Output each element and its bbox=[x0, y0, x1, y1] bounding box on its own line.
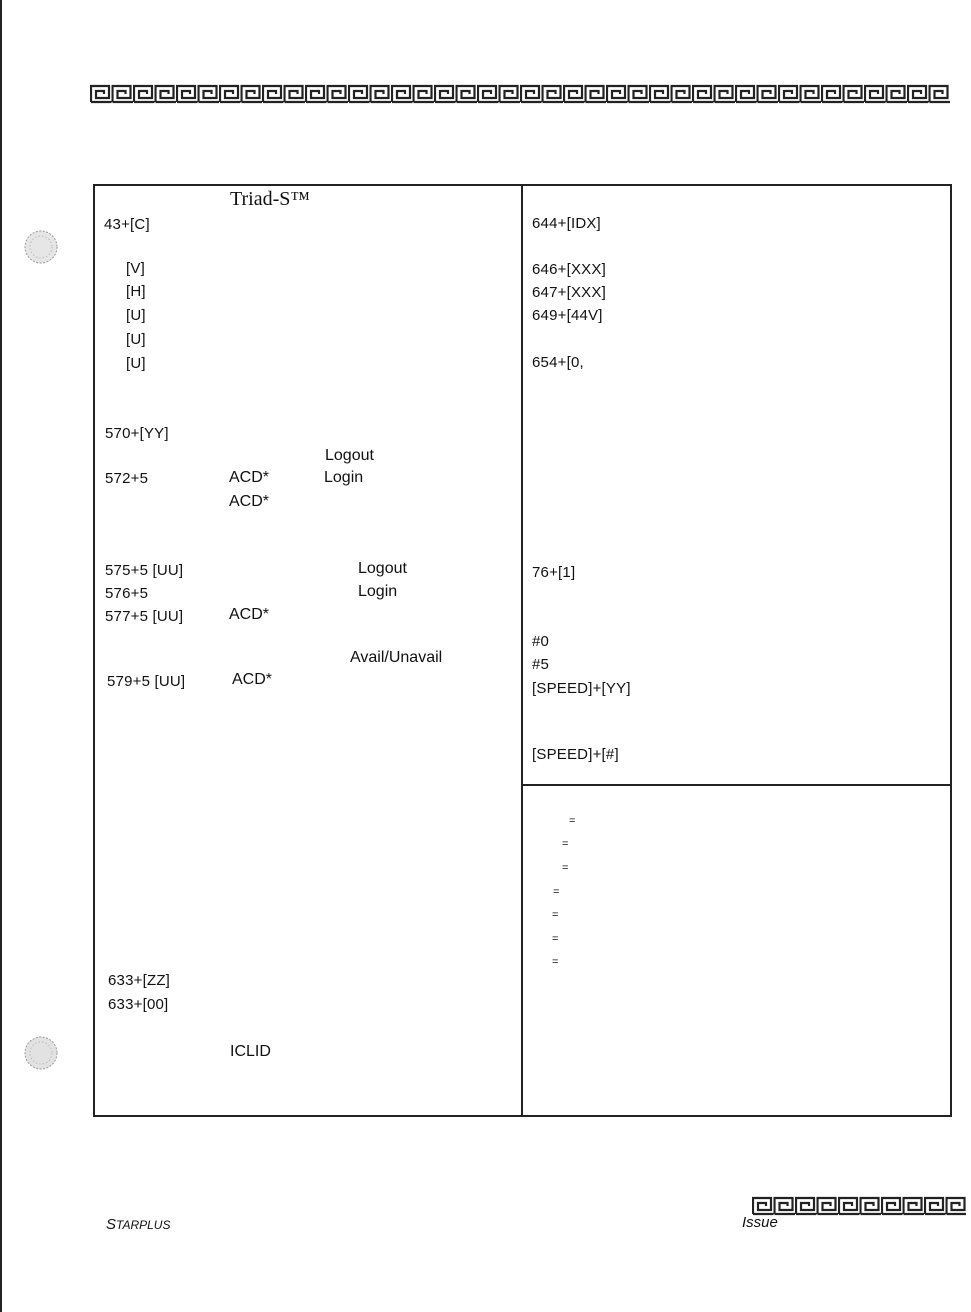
label-acd-3: ACD* bbox=[229, 606, 270, 623]
code-575-5-uu: 575+5 [UU] bbox=[105, 562, 184, 579]
equals-mark-6: = bbox=[552, 933, 559, 945]
code-76-1: 76+[1] bbox=[532, 564, 576, 581]
code-hash-5: #5 bbox=[532, 656, 550, 673]
code-647-xxx: 647+[XXX] bbox=[532, 284, 606, 301]
code-43-c: 43+[C] bbox=[104, 216, 150, 233]
code-v: [V] bbox=[126, 260, 145, 277]
equals-mark-1: = bbox=[569, 815, 576, 827]
code-576-5: 576+5 bbox=[105, 585, 149, 602]
code-572-5: 572+5 bbox=[105, 470, 149, 487]
code-hash-0: #0 bbox=[532, 633, 550, 650]
label-acd-1: ACD* bbox=[229, 469, 270, 486]
product-title: Triad-S™ bbox=[230, 188, 310, 210]
equals-mark-2: = bbox=[562, 838, 569, 850]
greek-key-border-top bbox=[90, 84, 950, 104]
code-speed-yy: [SPEED]+[YY] bbox=[532, 680, 631, 697]
code-577-5-uu: 577+5 [UU] bbox=[105, 608, 184, 625]
code-u-1: [U] bbox=[126, 307, 146, 324]
label-acd-4: ACD* bbox=[232, 671, 273, 688]
code-654-0: 654+[0, bbox=[532, 354, 584, 371]
label-iclid: ICLID bbox=[230, 1043, 271, 1060]
label-logout-2: Logout bbox=[358, 560, 407, 577]
label-avail-unavail: Avail/Unavail bbox=[350, 649, 443, 666]
code-u-2: [U] bbox=[126, 331, 146, 348]
label-login-1: Login bbox=[324, 469, 364, 486]
binder-hole-top-icon bbox=[22, 228, 60, 266]
equals-mark-4: = bbox=[553, 886, 560, 898]
code-644-idx: 644+[IDX] bbox=[532, 215, 601, 232]
equals-mark-3: = bbox=[562, 862, 569, 874]
label-acd-2: ACD* bbox=[229, 493, 270, 510]
binder-hole-bottom-icon bbox=[22, 1034, 60, 1072]
greek-key-border-footer bbox=[752, 1196, 966, 1216]
code-570-yy: 570+[YY] bbox=[105, 425, 169, 442]
code-649-44v: 649+[44V] bbox=[532, 307, 603, 324]
code-646-xxx: 646+[XXX] bbox=[532, 261, 606, 278]
label-login-2: Login bbox=[358, 583, 398, 600]
equals-mark-5: = bbox=[552, 909, 559, 921]
footer-issue: Issue bbox=[742, 1214, 778, 1231]
code-633-00: 633+[00] bbox=[108, 996, 169, 1013]
column-divider bbox=[521, 184, 523, 1115]
label-logout-1: Logout bbox=[325, 447, 374, 464]
code-speed-hash: [SPEED]+[#] bbox=[532, 746, 619, 763]
code-633-zz: 633+[ZZ] bbox=[108, 972, 171, 989]
right-column-section-divider bbox=[521, 784, 950, 786]
page-left-rule bbox=[0, 0, 2, 1312]
code-u-3: [U] bbox=[126, 355, 146, 372]
code-579-5-uu: 579+5 [UU] bbox=[107, 673, 186, 690]
equals-mark-7: = bbox=[552, 956, 559, 968]
footer-brand: STARPLUS bbox=[106, 1216, 171, 1233]
code-h: [H] bbox=[126, 283, 146, 300]
